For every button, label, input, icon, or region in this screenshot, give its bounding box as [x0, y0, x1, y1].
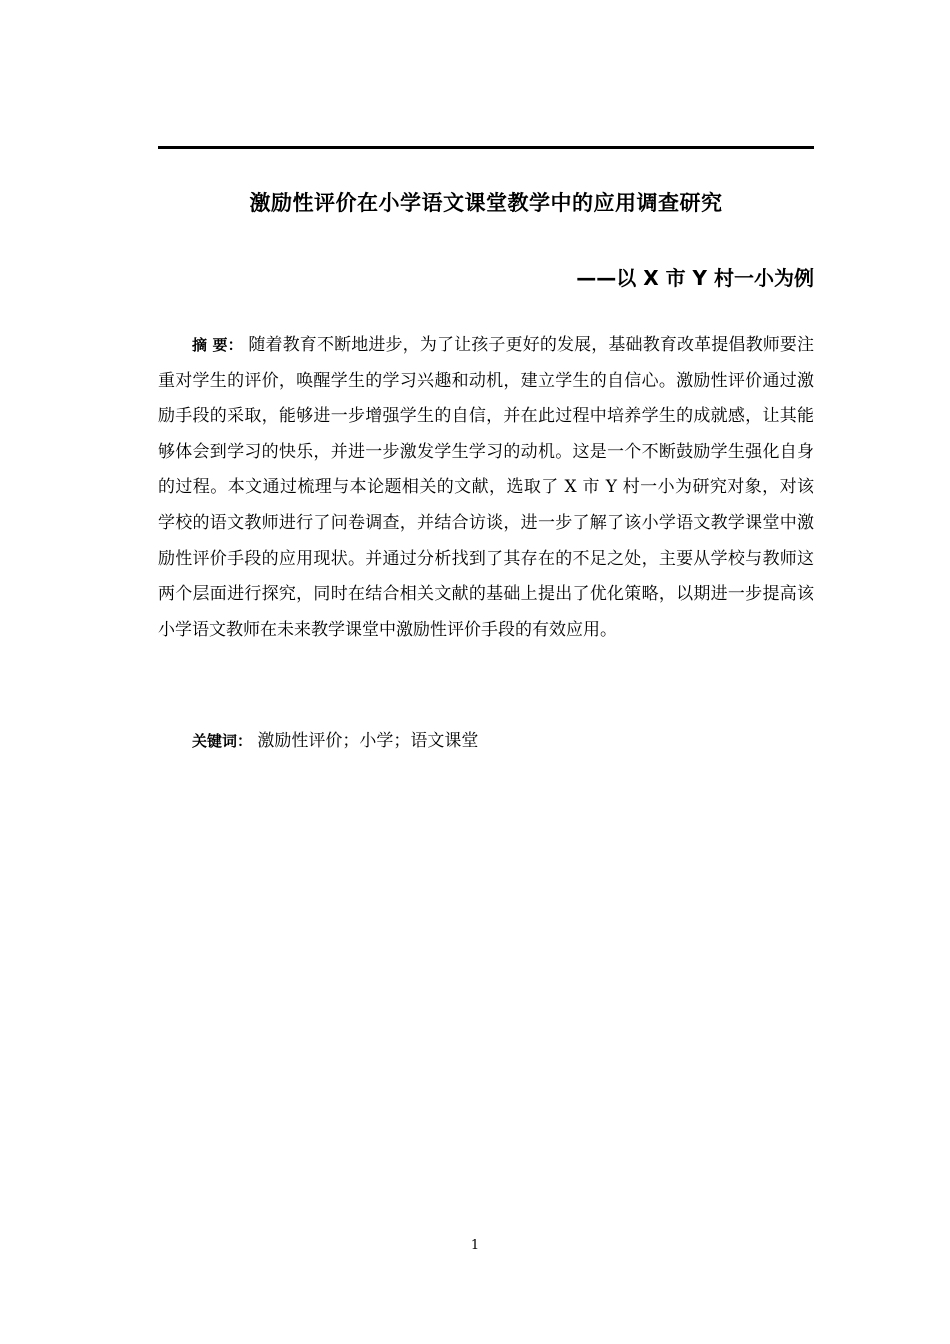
paper-title: 激励性评价在小学语文课堂教学中的应用调查研究 [249, 191, 723, 215]
keywords-label: 关键词： [192, 732, 253, 750]
keywords-text: 激励性评价；小学；语文课堂 [257, 731, 479, 751]
top-rule [158, 146, 814, 149]
abstract [158, 328, 814, 648]
keywords [192, 726, 814, 756]
abstract-text: 随着教育不断地进步，为了让孩子更好的发展，基础教育改革提倡教师要注重对学生的评价，唤醒学生的学习兴趣和动机，建立学生的自信心。激励性评价通过激励手段的采取，能够进一步增强学生的自信，并在此过程中培养学生的成就感，让其能够体会到学习的快乐，并进一步激发学生学习的动机。这是一个不断鼓励学生强化自身的过程。本文通过梳理与本论题相关的文献，选取了 X 市 Y 村一小为研究对象，对该学校的语文教师进行了问卷调查，并结合访谈，进一步了解了该小学语文教学课堂中激励性评价手段的应用现状。并通过分析找到了其存在的不足之处，主要从学校与教师这两个层面进行探究，同时在结合相关文献的基础上提出了优化策略，以期进一步提高该小学语文教师在未来教学课堂中激励性评价手段的有效应用。 [158, 335, 815, 640]
abstract-label: 摘 要： [192, 336, 243, 354]
page-number: 1 [470, 1238, 480, 1253]
paper-subtitle: ——以 X 市 Y 村一小为例 [576, 266, 814, 290]
